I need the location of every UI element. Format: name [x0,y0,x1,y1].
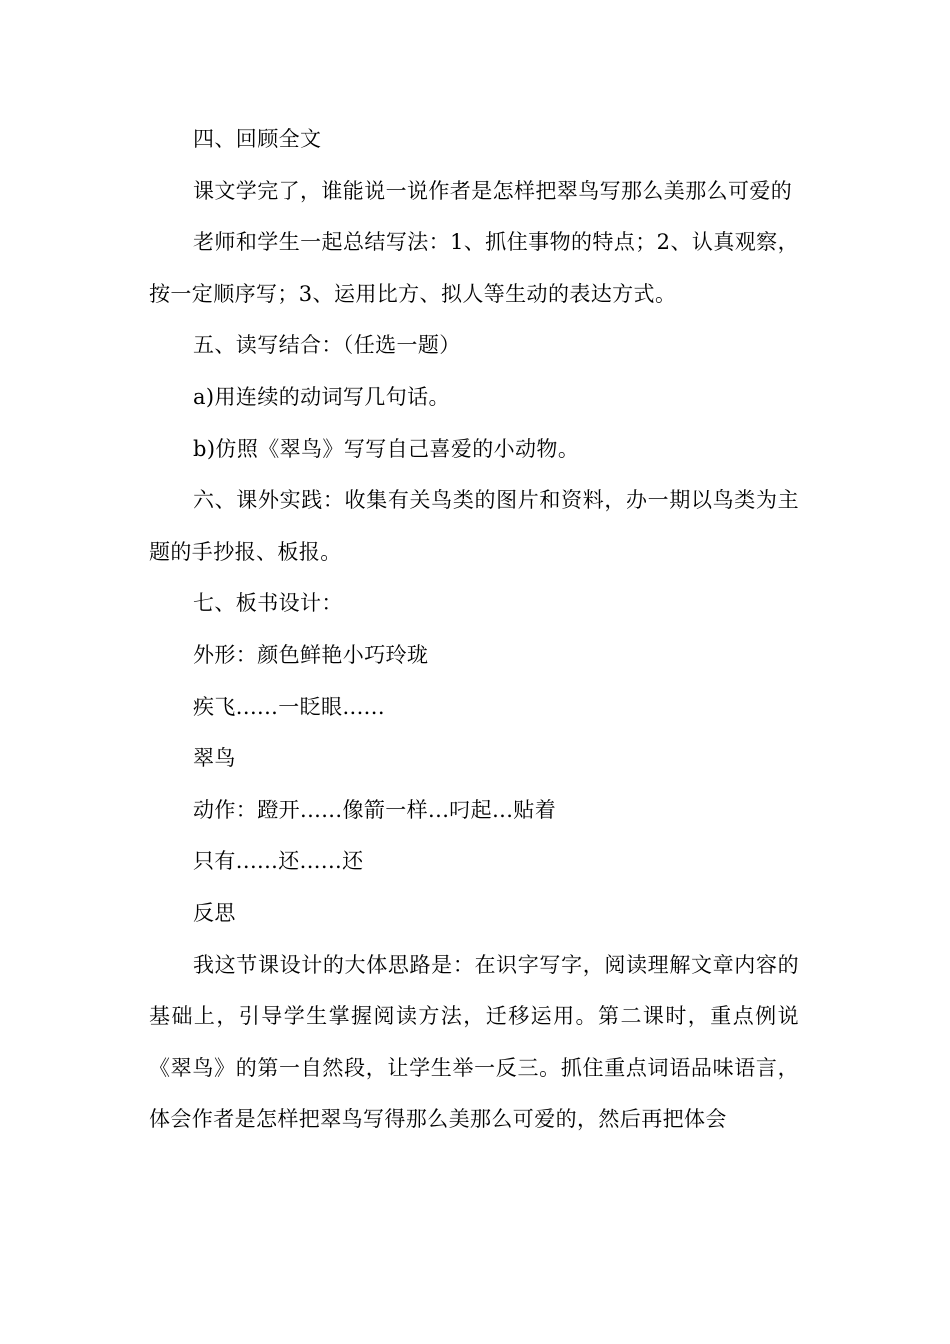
section-heading-practice: 六、课外实践：收集有关鸟类的图片和资料，办一期以鸟类为主题的手抄报、板报。 [149,488,799,564]
document-body [149,114,799,1146]
section-heading-reading-writing: 五、读写结合：（任选一题） [193,333,461,358]
board-line: 动作：蹬开......像箭一样...叼起...贴着 [193,797,557,822]
section-heading-reflection: 反思 [193,900,236,925]
section-heading-review: 四、回顾全文 [193,127,322,151]
board-line: 外形：颜色鲜艳小巧玲珑 [193,642,429,667]
paragraph: 老师和学生一起总结写法：1、抓住事物的特点；2、认真观察，按一定顺序写；3、运用比方、拟人等生动的表达方式。 [149,230,799,306]
board-line: 只有......还......还 [193,849,364,874]
board-line: 翠鸟 [193,746,236,771]
section-heading-board-design: 七、板书设计： [193,591,343,616]
paragraph: 课文学完了，谁能说一说作者是怎样把翠鸟写那么美那么可爱的 [193,178,793,203]
paragraph: 我这节课设计的大体思路是：在识字写字，阅读理解文章内容的基础上，引导学生掌握阅读方法，迁移运用。第二课时，重点例说《翠鸟》的第一自然段，让学生举一反三。抓住重点词语品味语言，体会作者是怎样把翠鸟写得那么美那么可爱的，然后再把体会 [149,952,799,1132]
board-line: 疾飞......一眨眼...... [193,694,385,719]
list-item: a)用连续的动词写几句话。 [193,384,450,409]
list-item: b)仿照《翠鸟》写写自己喜爱的小动物。 [193,436,580,461]
